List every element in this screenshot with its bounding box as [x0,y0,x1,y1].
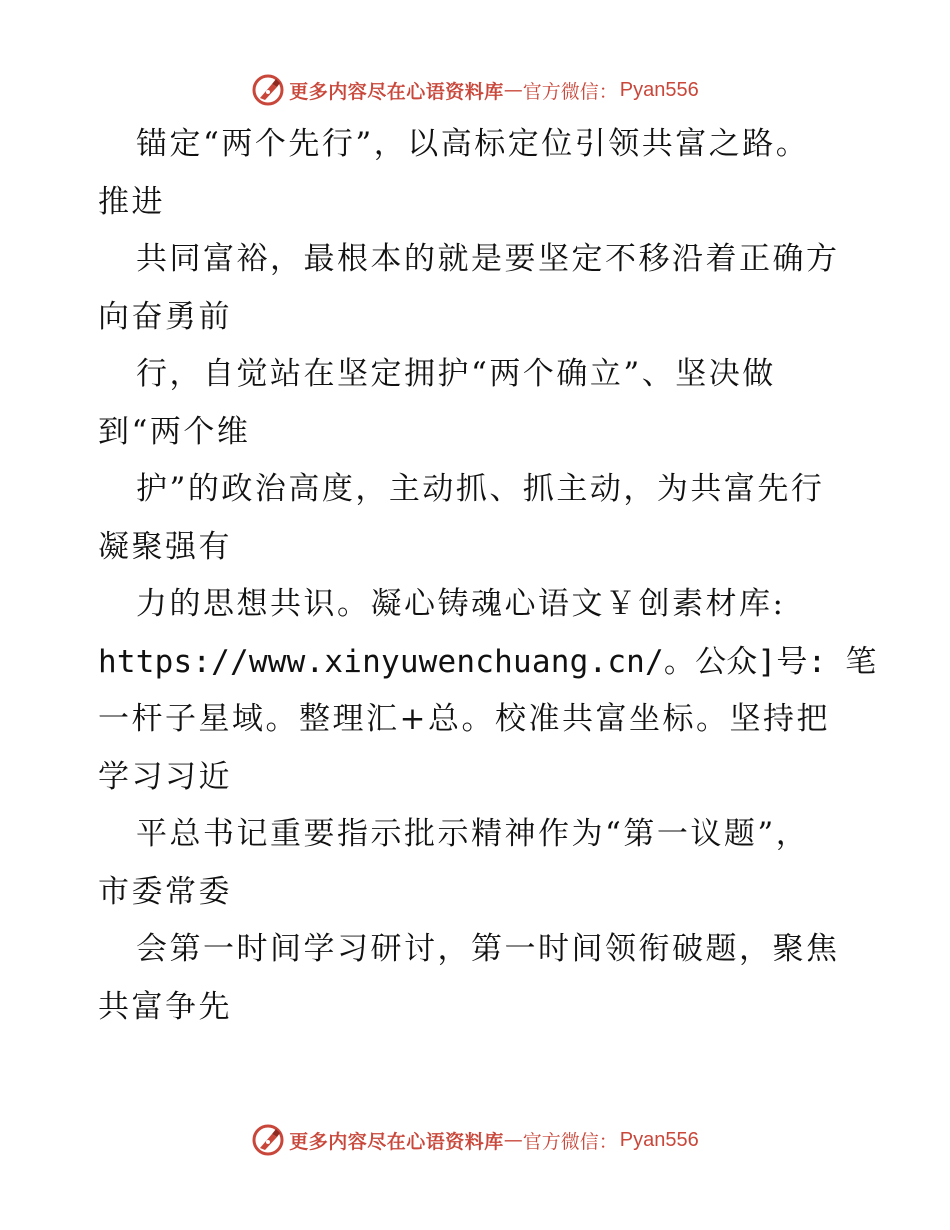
body-line: 到“两个维 [98,413,251,450]
body-line: 会第一时间学习研讨，第一时间领衔破题，聚焦 [136,931,840,967]
body-line-url: https://www.xinyuwenchuang.cn/。公众]号: 笔 [98,643,877,680]
banner-separator: — [503,79,523,101]
body-line: 凝聚强有 [98,528,232,565]
banner-text: 更多内容尽在心语资料库 [289,80,504,103]
body-line: 学习习近 [98,758,232,795]
body-line: 力的思想共识。凝心铸魂心语文￥创素材库: [136,586,786,622]
body-line: 共同富裕，最根本的就是要坚定不移沿着正确方 [136,241,840,277]
document-body [98,116,877,1036]
banner-wechat-id: Pyan556 [619,1128,699,1151]
body-line: 推进 [98,183,165,220]
body-line: 向奋勇前 [98,298,232,335]
body-line: 市委常委 [98,873,232,910]
header-banner [0,70,950,110]
body-line: 锚定“两个先行”，以高标定位引领共富之路。 [136,126,810,162]
body-line: 行，自觉站在坚定拥护“两个确立”、坚决做 [136,356,776,392]
banner-wechat-label: 官方微信： [522,80,618,103]
footer-banner [0,1120,950,1160]
banner-wechat-id: Pyan556 [619,78,699,101]
banner-wechat-label: 官方微信： [522,1130,618,1153]
pen-nib-logo-icon [251,73,285,107]
body-line: 共富争先 [98,988,232,1025]
banner-text: 更多内容尽在心语资料库 [289,1130,504,1153]
body-line: 一杆子星域。整理汇+总。校准共富坐标。坚持把 [98,701,830,737]
body-line: 护”的政治高度，主动抓、抓主动，为共富先行 [136,471,825,507]
body-line: 平总书记重要指示批示精神作为“第一议题”， [136,816,810,852]
pen-nib-logo-icon [251,1123,285,1157]
banner-separator: — [503,1129,523,1151]
